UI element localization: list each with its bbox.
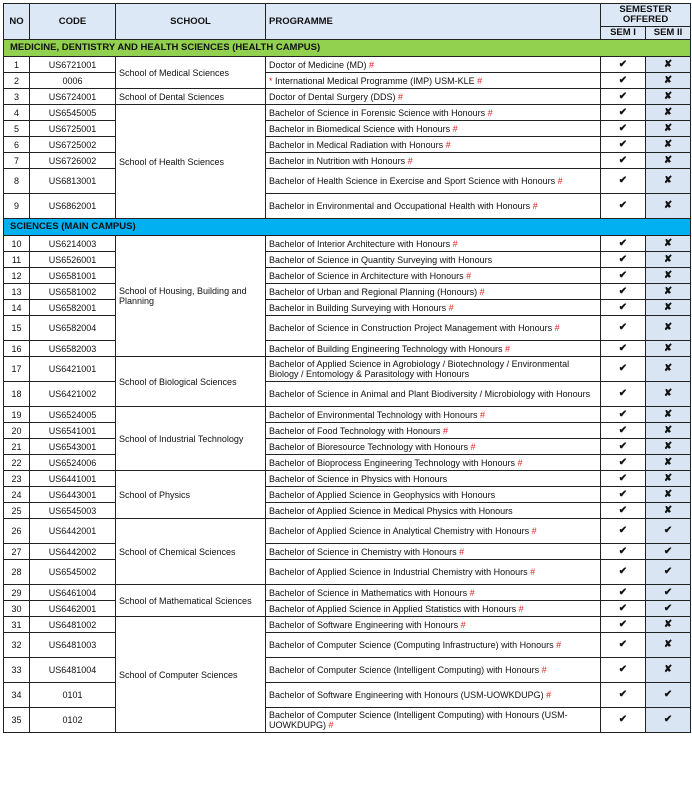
header-programme: PROGRAMME (266, 4, 601, 40)
row-programme (266, 544, 601, 560)
row-code: US6442001 (30, 519, 116, 544)
row-no: 1 (4, 57, 30, 73)
sem2-mark: ✘ (646, 658, 691, 683)
hash-mark: # (395, 91, 404, 102)
row-school: School of Mathematical Sciences (116, 585, 266, 617)
programme-name: Bachelor of Interior Architecture with Honours (269, 238, 451, 249)
section-header (4, 40, 691, 57)
hash-mark: # (502, 343, 510, 354)
hash-mark: # (467, 587, 475, 598)
programme-name: Bachelor of Science in Chemistry with Honours (269, 546, 457, 557)
sem1-mark: ✔ (601, 153, 646, 169)
row-programme (266, 137, 601, 153)
table-row (4, 423, 691, 439)
table-row (4, 601, 691, 617)
sem2-mark: ✔ (646, 585, 691, 601)
header-semester-offered: SEMESTER OFFERED (601, 4, 691, 27)
sem2-mark: ✘ (646, 423, 691, 439)
programme-name: Bachelor of Computer Science (Intelligent Computing) with Honours (USM-UOWKDUPG) (269, 710, 568, 730)
table-row (4, 471, 691, 487)
row-school: School of Dental Sciences (116, 89, 266, 105)
sem1-mark: ✔ (601, 633, 646, 658)
row-no: 11 (4, 252, 30, 268)
row-no: 26 (4, 519, 30, 544)
sem2-mark: ✘ (646, 169, 691, 194)
row-no: 33 (4, 658, 30, 683)
table-row (4, 382, 691, 407)
programme-name: Doctor of Dental Surgery (DDS) (269, 91, 396, 102)
programme-name: Bachelor in Building Surveying with Honours (269, 302, 447, 313)
sem1-mark: ✔ (601, 57, 646, 73)
table-row (4, 357, 691, 382)
row-programme (266, 236, 601, 252)
row-no: 25 (4, 503, 30, 519)
programme-name: Bachelor of Bioresource Technology with Honours (269, 441, 468, 452)
star-mark: * (269, 75, 276, 86)
table-row (4, 73, 691, 89)
row-no: 13 (4, 284, 30, 300)
table-row (4, 503, 691, 519)
table-row (4, 683, 691, 708)
hash-mark: # (450, 123, 458, 134)
programme-name: Bachelor in Biomedical Science with Honours (269, 123, 451, 134)
programme-name: Bachelor of Applied Science in Applied Statistics with Honours (269, 603, 517, 614)
row-school: School of Chemical Sciences (116, 519, 266, 585)
table-row (4, 633, 691, 658)
row-no: 3 (4, 89, 30, 105)
row-programme (266, 121, 601, 137)
row-programme (266, 423, 601, 439)
row-no: 6 (4, 137, 30, 153)
table-row (4, 519, 691, 544)
row-code: US6582001 (30, 300, 116, 316)
row-code: US6481003 (30, 633, 116, 658)
hash-mark: # (443, 139, 451, 150)
row-no: 22 (4, 455, 30, 471)
table-row (4, 560, 691, 585)
hash-mark: # (405, 155, 413, 166)
programme-name: Bachelor of Applied Science in Analytical Chemistry with Honours (269, 526, 530, 536)
table-row (4, 137, 691, 153)
row-programme (266, 560, 601, 585)
sem1-mark: ✔ (601, 487, 646, 503)
sem2-mark: ✘ (646, 137, 691, 153)
row-code: US6862001 (30, 194, 116, 219)
sem1-mark: ✔ (601, 585, 646, 601)
header-sem2: SEM II (646, 27, 691, 40)
hash-mark: # (440, 425, 448, 436)
programme-name: Bachelor of Science in Animal and Plant Biodiversity / Microbiology with Honours (269, 389, 591, 399)
row-no: 19 (4, 407, 30, 423)
table-row (4, 455, 691, 471)
row-programme (266, 683, 601, 708)
row-code: US6543001 (30, 439, 116, 455)
row-programme (266, 617, 601, 633)
sem1-mark: ✔ (601, 658, 646, 683)
row-code: US6545002 (30, 560, 116, 585)
row-code: US6545005 (30, 105, 116, 121)
hash-mark: # (527, 567, 536, 577)
row-school: School of Industrial Technology (116, 407, 266, 471)
sem2-mark: ✘ (646, 252, 691, 268)
row-code: US6724001 (30, 89, 116, 105)
section-header (4, 219, 691, 236)
row-no: 34 (4, 683, 30, 708)
sem1-mark: ✔ (601, 601, 646, 617)
row-programme (266, 316, 601, 341)
row-no: 10 (4, 236, 30, 252)
row-no: 30 (4, 601, 30, 617)
hash-mark: # (485, 107, 493, 118)
row-programme (266, 284, 601, 300)
row-code: 0006 (30, 73, 116, 89)
row-code: US6524006 (30, 455, 116, 471)
table-row (4, 252, 691, 268)
row-no: 9 (4, 194, 30, 219)
row-school: School of Computer Sciences (116, 617, 266, 733)
sem2-mark: ✔ (646, 544, 691, 560)
sem1-mark: ✔ (601, 89, 646, 105)
hash-mark: # (552, 323, 560, 333)
row-code: US6441001 (30, 471, 116, 487)
row-no: 31 (4, 617, 30, 633)
row-programme (266, 252, 601, 268)
sem2-mark: ✘ (646, 455, 691, 471)
programme-name: Bachelor of Science in Construction Project Management with Honours (269, 323, 553, 333)
row-school: School of Health Sciences (116, 105, 266, 219)
table-row (4, 585, 691, 601)
row-code: US6581002 (30, 284, 116, 300)
sem1-mark: ✔ (601, 121, 646, 137)
programme-name: Bachelor of Science in Forensic Science with Honours (269, 107, 486, 118)
row-no: 7 (4, 153, 30, 169)
programme-name: Bachelor of Urban and Regional Planning (Honours) (269, 286, 478, 297)
hash-mark: # (543, 690, 552, 700)
sem2-mark: ✘ (646, 617, 691, 633)
row-programme (266, 439, 601, 455)
row-code: US6214003 (30, 236, 116, 252)
programme-table (3, 3, 691, 733)
row-code: US6421002 (30, 382, 116, 407)
sem2-mark: ✔ (646, 708, 691, 733)
row-code: US6813001 (30, 169, 116, 194)
row-no: 32 (4, 633, 30, 658)
programme-name: Bachelor of Software Engineering with Honours (269, 619, 459, 630)
sem2-mark: ✔ (646, 601, 691, 617)
hash-mark: # (326, 720, 334, 730)
row-code: US6726002 (30, 153, 116, 169)
row-no: 2 (4, 73, 30, 89)
row-code: US6582004 (30, 316, 116, 341)
row-programme (266, 382, 601, 407)
programme-name: Bachelor of Bioprocess Engineering Technology with Honours (269, 457, 515, 468)
programme-name: Bachelor of Computer Science (Computing Infrastructure) with Honours (269, 640, 554, 650)
programme-name: Bachelor of Health Science in Exercise and Sport Science with Honours (269, 176, 556, 186)
table-row (4, 544, 691, 560)
row-programme (266, 57, 601, 73)
row-no: 17 (4, 357, 30, 382)
row-school: School of Physics (116, 471, 266, 519)
row-code: US6421001 (30, 357, 116, 382)
programme-name: Bachelor in Environmental and Occupational Health with Honours (269, 201, 531, 211)
table-row (4, 658, 691, 683)
sem2-mark: ✘ (646, 73, 691, 89)
sem1-mark: ✔ (601, 423, 646, 439)
row-programme (266, 268, 601, 284)
row-programme (266, 341, 601, 357)
row-no: 23 (4, 471, 30, 487)
sem2-mark: ✔ (646, 519, 691, 544)
sem1-mark: ✔ (601, 503, 646, 519)
programme-name: Bachelor of Software Engineering with Honours (USM-UOWKDUPG) (269, 690, 544, 700)
row-code: US6721001 (30, 57, 116, 73)
table-row (4, 487, 691, 503)
sem2-mark: ✘ (646, 633, 691, 658)
table-row (4, 169, 691, 194)
row-programme (266, 407, 601, 423)
row-code: US6442002 (30, 544, 116, 560)
sem1-mark: ✔ (601, 455, 646, 471)
row-programme (266, 585, 601, 601)
sem2-mark: ✘ (646, 284, 691, 300)
row-code: US6581001 (30, 268, 116, 284)
sem1-mark: ✔ (601, 382, 646, 407)
header-school: SCHOOL (116, 4, 266, 40)
table-row (4, 300, 691, 316)
row-no: 12 (4, 268, 30, 284)
section-title: SCIENCES (MAIN CAMPUS) (4, 219, 691, 236)
table-row (4, 89, 691, 105)
table-row (4, 194, 691, 219)
sem1-mark: ✔ (601, 300, 646, 316)
hash-mark: # (458, 619, 466, 630)
table-row (4, 57, 691, 73)
hash-mark: # (514, 457, 523, 468)
sem2-mark: ✘ (646, 439, 691, 455)
sem2-mark: ✘ (646, 300, 691, 316)
row-programme (266, 658, 601, 683)
programme-name: Bachelor of Science in Mathematics with Honours (269, 587, 468, 598)
programme-name: International Medical Programme (IMP) USM-KLE (275, 75, 475, 86)
row-no: 14 (4, 300, 30, 316)
sem1-mark: ✔ (601, 560, 646, 585)
row-no: 8 (4, 169, 30, 194)
row-code: US6481002 (30, 617, 116, 633)
sem1-mark: ✔ (601, 284, 646, 300)
hash-mark: # (366, 59, 375, 70)
hash-mark: # (539, 665, 547, 675)
sem2-mark: ✘ (646, 341, 691, 357)
programme-name: Bachelor of Applied Science in Industrial Chemistry with Honours (269, 567, 528, 577)
programme-name: Bachelor of Applied Science in Medical Physics with Honours (269, 505, 513, 516)
row-code: US6582003 (30, 341, 116, 357)
programme-name: Bachelor of Science in Physics with Honours (269, 473, 448, 484)
sem1-mark: ✔ (601, 357, 646, 382)
row-programme (266, 519, 601, 544)
sem2-mark: ✘ (646, 268, 691, 284)
table-row (4, 439, 691, 455)
hash-mark: # (450, 238, 458, 249)
programme-name: Bachelor of Environmental Technology with Honours (269, 409, 478, 420)
sem1-mark: ✔ (601, 544, 646, 560)
table-row (4, 236, 691, 252)
row-code: US6541001 (30, 423, 116, 439)
hash-mark: # (474, 75, 483, 86)
programme-name: Bachelor of Applied Science in Geophysics with Honours (269, 489, 496, 500)
row-no: 28 (4, 560, 30, 585)
sem2-mark: ✘ (646, 121, 691, 137)
row-programme (266, 503, 601, 519)
hash-mark: # (463, 270, 472, 281)
sem1-mark: ✔ (601, 268, 646, 284)
sem1-mark: ✔ (601, 617, 646, 633)
row-no: 18 (4, 382, 30, 407)
sem1-mark: ✔ (601, 683, 646, 708)
row-programme (266, 73, 601, 89)
row-no: 21 (4, 439, 30, 455)
row-no: 27 (4, 544, 30, 560)
sem1-mark: ✔ (601, 236, 646, 252)
sem1-mark: ✔ (601, 73, 646, 89)
row-programme (266, 194, 601, 219)
sem2-mark: ✘ (646, 503, 691, 519)
table-row (4, 105, 691, 121)
row-programme (266, 471, 601, 487)
sem2-mark: ✘ (646, 471, 691, 487)
sem2-mark: ✔ (646, 683, 691, 708)
row-code: US6725002 (30, 137, 116, 153)
programme-name: Bachelor of Science in Quantity Surveying with Honours (269, 254, 493, 265)
sem1-mark: ✔ (601, 708, 646, 733)
header-sem1: SEM I (601, 27, 646, 40)
row-code: US6545003 (30, 503, 116, 519)
row-code: US6443001 (30, 487, 116, 503)
row-no: 20 (4, 423, 30, 439)
row-programme (266, 153, 601, 169)
row-school: School of Biological Sciences (116, 357, 266, 407)
programme-name: Bachelor of Science in Architecture with Honours (269, 270, 464, 281)
row-code: 0101 (30, 683, 116, 708)
section-title: MEDICINE, DENTISTRY AND HEALTH SCIENCES (HEALTH CAMPUS) (4, 40, 691, 57)
row-programme (266, 708, 601, 733)
row-code: US6526001 (30, 252, 116, 268)
hash-mark: # (553, 640, 562, 650)
header-code: CODE (30, 4, 116, 40)
table-row (4, 407, 691, 423)
sem2-mark: ✘ (646, 89, 691, 105)
programme-name: Bachelor in Medical Radiation with Honours (269, 139, 444, 150)
programme-name: Bachelor of Applied Science in Agrobiology / Biotechnology / Environmental Biology / Entomology & Parasitology with Honours (269, 359, 570, 379)
row-no: 5 (4, 121, 30, 137)
hash-mark: # (516, 603, 524, 614)
programme-name: Bachelor of Computer Science (Intelligent Computing) with Honours (269, 665, 540, 675)
table-row (4, 153, 691, 169)
sem2-mark: ✘ (646, 487, 691, 503)
sem2-mark: ✘ (646, 407, 691, 423)
programme-name: Bachelor of Building Engineering Technology with Honours (269, 343, 503, 354)
row-code: US6462001 (30, 601, 116, 617)
table-row (4, 284, 691, 300)
row-programme (266, 633, 601, 658)
sem2-mark: ✘ (646, 236, 691, 252)
row-programme (266, 105, 601, 121)
row-programme (266, 300, 601, 316)
sem1-mark: ✔ (601, 439, 646, 455)
hash-mark: # (555, 176, 563, 186)
row-no: 15 (4, 316, 30, 341)
sem1-mark: ✔ (601, 341, 646, 357)
hash-mark: # (446, 302, 454, 313)
sem1-mark: ✔ (601, 252, 646, 268)
sem1-mark: ✔ (601, 519, 646, 544)
hash-mark: # (456, 546, 465, 557)
hash-mark: # (467, 441, 476, 452)
row-no: 4 (4, 105, 30, 121)
sem1-mark: ✔ (601, 471, 646, 487)
row-no: 35 (4, 708, 30, 733)
row-code: 0102 (30, 708, 116, 733)
table-row (4, 121, 691, 137)
table-row (4, 341, 691, 357)
row-code: US6481004 (30, 658, 116, 683)
row-no: 24 (4, 487, 30, 503)
hash-mark: # (477, 409, 485, 420)
row-school: School of Medical Sciences (116, 57, 266, 89)
sem1-mark: ✔ (601, 194, 646, 219)
sem2-mark: ✘ (646, 57, 691, 73)
sem2-mark: ✘ (646, 194, 691, 219)
header-no: NO (4, 4, 30, 40)
row-programme (266, 357, 601, 382)
sem1-mark: ✔ (601, 407, 646, 423)
table-row (4, 316, 691, 341)
sem1-mark: ✔ (601, 137, 646, 153)
row-code: US6524005 (30, 407, 116, 423)
sem2-mark: ✔ (646, 560, 691, 585)
sem2-mark: ✘ (646, 316, 691, 341)
row-programme (266, 169, 601, 194)
table-row (4, 268, 691, 284)
sem2-mark: ✘ (646, 153, 691, 169)
programme-name: Bachelor in Nutrition with Honours (269, 155, 406, 166)
row-programme (266, 487, 601, 503)
sem1-mark: ✔ (601, 105, 646, 121)
hash-mark: # (477, 286, 485, 297)
sem2-mark: ✘ (646, 357, 691, 382)
programme-name: Bachelor of Food Technology with Honours (269, 425, 441, 436)
sem1-mark: ✔ (601, 169, 646, 194)
row-no: 16 (4, 341, 30, 357)
row-school: School of Housing, Building and Planning (116, 236, 266, 357)
programme-name: Doctor of Medicine (MD) (269, 59, 367, 70)
row-code: US6461004 (30, 585, 116, 601)
row-programme (266, 455, 601, 471)
row-programme (266, 89, 601, 105)
sem2-mark: ✘ (646, 105, 691, 121)
table-row (4, 617, 691, 633)
sem2-mark: ✘ (646, 382, 691, 407)
sem1-mark: ✔ (601, 316, 646, 341)
row-programme (266, 601, 601, 617)
hash-mark: # (530, 201, 538, 211)
row-code: US6725001 (30, 121, 116, 137)
table-row (4, 708, 691, 733)
row-no: 29 (4, 585, 30, 601)
hash-mark: # (529, 526, 537, 536)
